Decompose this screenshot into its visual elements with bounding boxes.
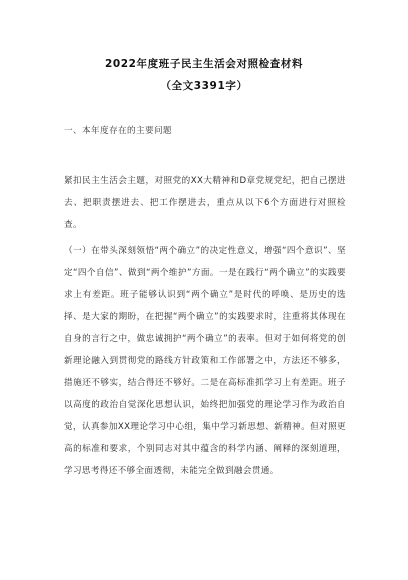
paragraph-section-one: （一）在带头深刻领悟“两个确立”的决定性意义，增强“四个意识”、坚定“四个自信”、做到“两个维护”方面。一是在践行“两个确立”的实践要求上有差距。班子能够认识到“两个确立”是时代的呼唤、是历史的选择、是大家的期盼，在把握“两个确立”的实践要求时，注重将其体现在自身的言行之中，做忠诚拥护“两个确立”的表率。但对于如何将党的创新理论融入到贯彻党的路线方针政策和工作部署之中，方法还不够多，措施还不够实，结合得还不够好。二是在高标准抓学习上有差距。班子以高度的政治自觉深化思想认识，始终把加强党的理论学习作为政治自觉，认真参加XX理论学习中心组，集中学习新思想、新精神。但对照更高的标准和要求，个别同志对其中蕴含的科学内涵、阐释的深刻道理，学习思考得还不够全面透彻，未能完全做到融会贯通。 bbox=[64, 246, 346, 476]
section-heading: 一、本年度存在的主要问题 bbox=[64, 126, 172, 136]
paragraph-intro: 紧扣民主生活会主题，对照党的XX大精神和D章党规党纪，把自己摆进去、把职责摆进去、把工作摆进去，重点从以下6个方面进行对照检查。 bbox=[64, 176, 346, 230]
document-title: 2022年度班子民主生活会对照检查材料 bbox=[104, 58, 304, 70]
document-subtitle: （全文3391字） bbox=[160, 80, 248, 92]
